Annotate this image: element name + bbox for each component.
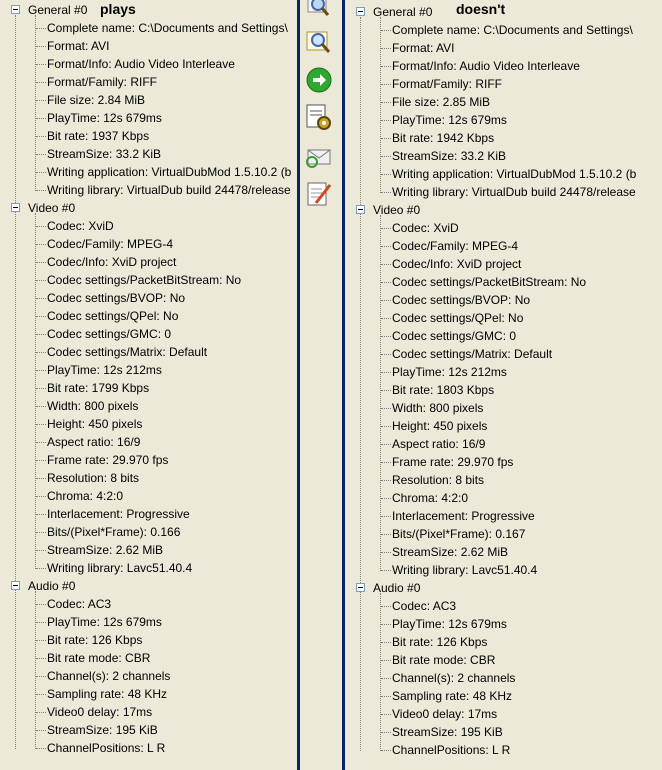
tree-item-text: Bit rate: 1942 Kbps [392,131,495,145]
tree-item-text: Bit rate mode: CBR [392,653,496,667]
audio-collapse-toggle[interactable] [356,583,365,592]
tree-item-text: Writing library: VirtualDub build 24478/release [392,185,636,199]
tree-item-text: Format: AVI [392,41,455,55]
tree-item-text: Codec: XviD [392,221,459,235]
tree-item-text: Codec: AC3 [47,597,112,611]
tree-item-text: PlayTime: 12s 679ms [47,111,162,125]
tree-item-text: StreamSize: 2.62 MiB [47,543,164,557]
tree-item-text: Codec/Info: XviD project [47,255,177,269]
tree-item-text: StreamSize: 195 KiB [392,725,503,739]
settings-icon[interactable] [304,104,334,132]
edit-icon[interactable] [304,180,334,208]
tree-root-line [360,17,361,751]
tree-item-text: Sampling rate: 48 KHz [47,687,168,701]
tree-item-text: Writing library: Lavc51.40.4 [47,561,193,575]
tree-item-text: Codec: XviD [47,219,114,233]
tree-guide-line [35,15,36,191]
tree-item-text: Resolution: 8 bits [392,473,485,487]
tree-item-text: Height: 450 pixels [47,417,143,431]
tree-item-text: ChannelPositions: L R [47,741,166,755]
section-audio-title[interactable]: Audio #0 [373,581,421,595]
tree-item-text: Width: 800 pixels [47,399,139,413]
tree-item-text: Bit rate: 126 Kbps [392,635,488,649]
tree-root-line [15,15,16,749]
tree-item-text: Format/Family: RIFF [47,75,157,89]
tree-item-text: Format/Info: Audio Video Interleave [392,59,580,73]
tree-item-text: Writing application: VirtualDubMod 1.5.10.2 (b [47,165,292,179]
tree-item-text: Codec settings/QPel: No [392,311,524,325]
tree-item-text: File size: 2.85 MiB [392,95,491,109]
audio-collapse-toggle[interactable] [11,581,20,590]
left-info-pane[interactable] [0,0,297,770]
tree-item-text: Bits/(Pixel*Frame): 0.166 [47,525,181,539]
tree-item-text: Chroma: 4:2:0 [47,489,124,503]
tree-item-text: Bit rate: 1937 Kbps [47,129,150,143]
tree-item-text: Video0 delay: 17ms [47,705,153,719]
section-general-title[interactable]: General #0 [373,5,433,19]
tree-item-text: File size: 2.84 MiB [47,93,146,107]
tree-item-text: Bits/(Pixel*Frame): 0.167 [392,527,526,541]
tree-item-text: Writing application: VirtualDubMod 1.5.10.2 (b [392,167,637,181]
section-video-title[interactable]: Video #0 [373,203,421,217]
tree-item-text: Bit rate: 1803 Kbps [392,383,495,397]
tree-item-text: Interlacement: Progressive [392,509,535,523]
tree-item-text: Sampling rate: 48 KHz [392,689,513,703]
right-info-pane[interactable] [345,0,662,770]
tree-item-text: Channel(s): 2 channels [47,669,171,683]
tree-item-text: Codec settings/BVOP: No [47,291,186,305]
tree-item-text: Format: AVI [47,39,110,53]
tree-item-text: Codec/Family: MPEG-4 [47,237,174,251]
video-collapse-toggle[interactable] [356,205,365,214]
tree-item-text: StreamSize: 33.2 KiB [392,149,507,163]
tree-item-text: Chroma: 4:2:0 [392,491,469,505]
tree-item-text: Codec/Family: MPEG-4 [392,239,519,253]
tree-item-text: PlayTime: 12s 679ms [392,113,507,127]
tree-guide-line [380,17,381,193]
tree-item-text: Codec settings/GMC: 0 [392,329,517,343]
tree-item-text: PlayTime: 12s 679ms [392,617,507,631]
video-collapse-toggle[interactable] [11,203,20,212]
tree-item-text: Codec settings/Matrix: Default [47,345,208,359]
go-arrow-icon[interactable] [304,66,334,94]
tree-item-text: Width: 800 pixels [392,401,484,415]
tree-item-text: Aspect ratio: 16/9 [392,437,486,451]
tree-item-text: Frame rate: 29.970 fps [392,455,514,469]
search-icon[interactable] [304,0,334,20]
tree-guide-line [380,215,381,571]
tree-item-text: PlayTime: 12s 212ms [47,363,162,377]
tree-item-text: Complete name: C:\Documents and Settings\ [47,21,288,35]
email-icon[interactable] [304,142,334,170]
tree-item-text: Format/Family: RIFF [392,77,502,91]
tree-item-text: Writing library: VirtualDub build 24478/release [47,183,291,197]
tree-item-text: Bit rate: 1799 Kbps [47,381,150,395]
tree-item-text: Codec settings/PacketBitStream: No [392,275,587,289]
annotation-label: plays [100,1,136,17]
tree-guide-line [380,593,381,751]
tree-item-text: Bit rate: 126 Kbps [47,633,143,647]
tree-item-text: Frame rate: 29.970 fps [47,453,169,467]
tree-item-text: Video0 delay: 17ms [392,707,498,721]
tree-guide-line [35,591,36,749]
section-video-title[interactable]: Video #0 [28,201,76,215]
find-icon[interactable] [304,28,334,56]
tree-item-text: Height: 450 pixels [392,419,488,433]
section-general-title[interactable]: General #0 [28,3,88,17]
tree-item-text: Bit rate mode: CBR [47,651,151,665]
tree-item-text: Format/Info: Audio Video Interleave [47,57,235,71]
general-collapse-toggle[interactable] [11,5,20,14]
tree-item-text: Aspect ratio: 16/9 [47,435,141,449]
tree-item-text: Codec settings/BVOP: No [392,293,531,307]
tree-item-text: StreamSize: 2.62 MiB [392,545,509,559]
section-audio-title[interactable]: Audio #0 [28,579,76,593]
tree-item-text: Codec settings/QPel: No [47,309,179,323]
annotation-label: doesn't [456,1,506,17]
tree-item-text: Resolution: 8 bits [47,471,140,485]
tree-item-text: Channel(s): 2 channels [392,671,516,685]
tree-item-text: Codec/Info: XviD project [392,257,522,271]
tree-item-text: PlayTime: 12s 212ms [392,365,507,379]
tree-item-text: Interlacement: Progressive [47,507,190,521]
tree-item-text: Codec settings/Matrix: Default [392,347,553,361]
tree-item-text: StreamSize: 195 KiB [47,723,158,737]
vertical-toolbar [300,0,342,770]
general-collapse-toggle[interactable] [356,7,365,16]
tree-item-text: Codec settings/PacketBitStream: No [47,273,242,287]
tree-guide-line [35,213,36,569]
tree-item-text: ChannelPositions: L R [392,743,511,757]
tree-item-text: Writing library: Lavc51.40.4 [392,563,538,577]
tree-item-text: Codec: AC3 [392,599,457,613]
tree-item-text: Complete name: C:\Documents and Settings\ [392,23,633,37]
tree-item-text: Codec settings/GMC: 0 [47,327,172,341]
tree-item-text: StreamSize: 33.2 KiB [47,147,162,161]
tree-item-text: PlayTime: 12s 679ms [47,615,162,629]
